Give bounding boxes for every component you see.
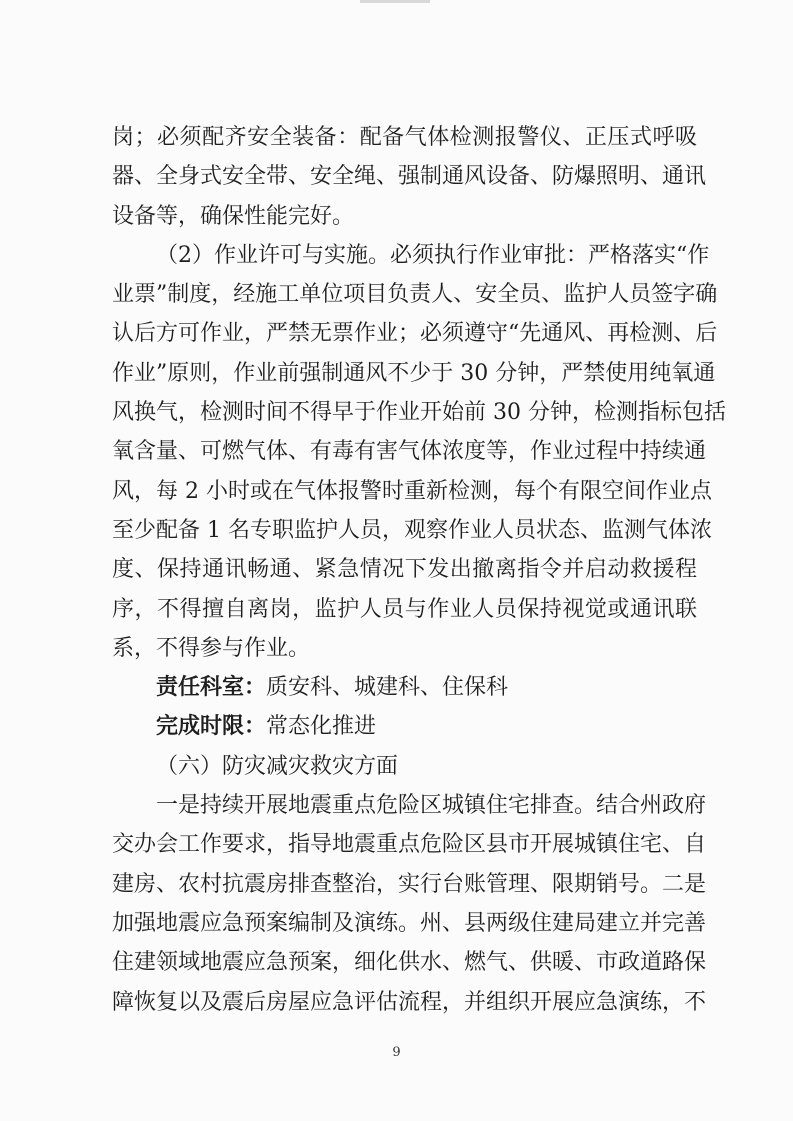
text-line: 作业”原则，作业前强制通风不少于 30 分钟，严禁使用纯氧通 <box>112 360 716 386</box>
page-number: 9 <box>392 1045 401 1060</box>
text-line: 业票”制度，经施工单位项目负责人、安全员、监护人员签字确 <box>112 282 718 308</box>
document-body <box>112 118 726 1022</box>
text-line: 器、全身式安全带、安全绳、强制通风设备、防爆照明、通讯 <box>112 164 707 190</box>
text-line: 一是持续开展地震重点危险区城镇住宅排查。结合州政府 <box>156 793 707 819</box>
deadline-value: 常态化推进 <box>266 714 377 740</box>
deadline-line <box>112 707 697 746</box>
text-line: 系，不得参与作业。 <box>112 635 311 661</box>
text-line: 加强地震应急预案编制及演练。州、县两级住建局建立并完善 <box>112 910 707 936</box>
text-line: 建房、农村抗震房排查整治，实行台账管理、限期销号。二是 <box>112 871 707 897</box>
paragraph-permit <box>112 236 726 668</box>
text-line: 障恢复以及震后房屋应急评估流程，并组织开展应急演练，不 <box>112 989 707 1015</box>
text-line: 认后方可作业，严禁无票作业；必须遵守“先通风、再检测、后 <box>112 321 718 347</box>
text-line: 至少配备 1 名专职监护人员，观察作业人员状态、监测气体浓 <box>112 517 712 543</box>
text-line: 设备等，确保性能完好。 <box>112 203 355 229</box>
text-line: 岗；必须配齐安全装备：配备气体检测报警仪、正压式呼吸 <box>112 125 697 150</box>
deadline-label: 完成时限： <box>156 713 267 740</box>
scan-edge-mark <box>360 0 430 3</box>
text-line: 度、保持通讯畅通、紧急情况下发出撤离指令并启动救援程 <box>112 557 697 583</box>
text-line: 住建领域地震应急预案，细化供水、燃气、供暖、市政道路保 <box>112 950 707 976</box>
paragraph-safety-equipment <box>112 118 707 236</box>
section-heading: （六）防灾减灾救灾方面 <box>156 753 399 779</box>
text-line: 风换气，检测时间不得早于作业开始前 30 分钟，检测指标包括 <box>112 400 726 426</box>
text-line: （2）作业许可与实施。必须执行作业审批：严格落实“作 <box>156 242 710 268</box>
text-line: 交办会工作要求，指导地震重点危险区县市开展城镇住宅、自 <box>112 832 707 858</box>
text-line: 风，每 2 小时或在气体报警时重新检测，每个有限空间作业点 <box>112 478 712 504</box>
paragraph-disaster-prevention <box>112 786 707 1022</box>
text-line: 氧含量、可燃气体、有毒有害气体浓度等，作业过程中持续通 <box>112 439 707 465</box>
responsibility-label: 责任科室： <box>156 674 267 701</box>
responsibility-line <box>112 668 697 707</box>
responsibility-value: 质安科、城建科、住保科 <box>266 675 509 701</box>
text-line: 序，不得擅自离岗，监护人员与作业人员保持视觉或通讯联 <box>112 596 697 622</box>
